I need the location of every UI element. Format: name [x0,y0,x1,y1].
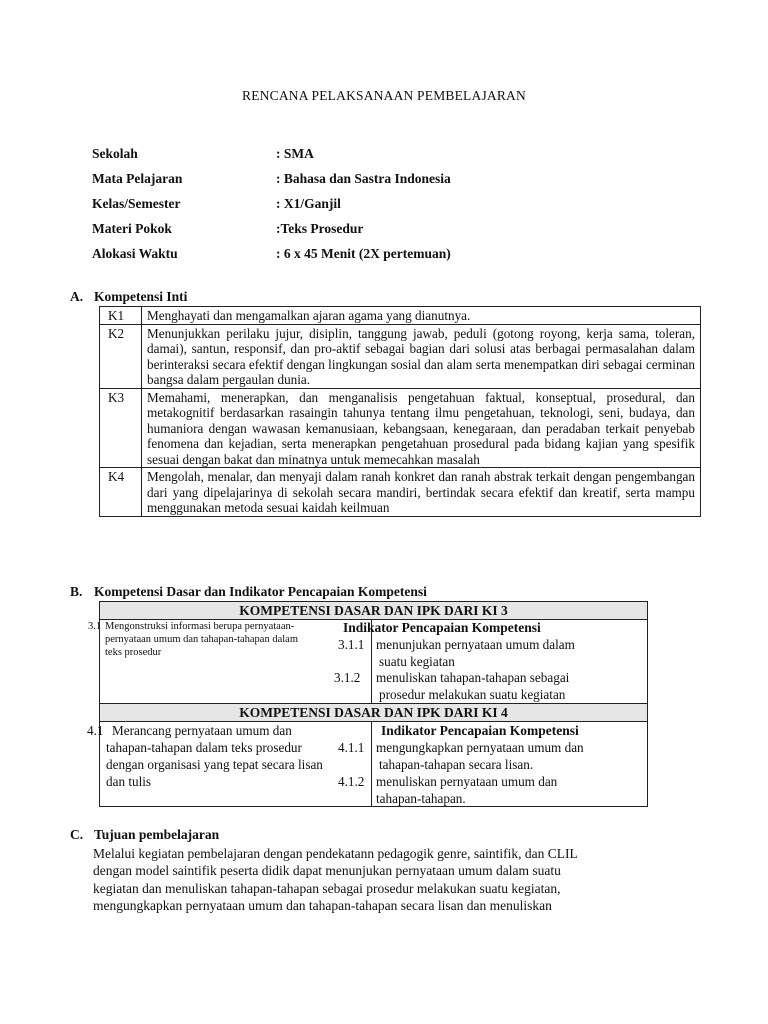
section-number: B. [70,584,83,599]
document-title: RENCANA PELAKSANAAN PEMBELAJARAN [242,88,526,103]
ipk-number: 4.1.2 [338,774,365,789]
column-divider [371,721,372,806]
kd-text-line: Mengonstruksi informasi berupa pernyataan- [105,621,295,632]
table-row [100,468,701,517]
identity-value: : Bahasa dan Sastra Indonesia [276,171,451,186]
section-number: C. [70,827,84,842]
section-number: A. [70,289,84,304]
kd-text-line: dan tulis [106,774,152,789]
section-b-heading [70,584,427,600]
ipk-number: 3.1.1 [338,637,365,652]
identity-label: Kelas/Semester [92,196,181,211]
kompetensi-inti-table [99,306,701,517]
ipk-text-line: prosedur melakukan suatu kegiatan [379,687,566,702]
ipk-text-line: menuliskan pernyataan umum dan [376,774,558,789]
identity-value: : 6 x 45 Menit (2X pertemuan) [276,246,451,261]
ipk-text-line: menuliskan tahapan-tahapan sebagai [376,670,570,685]
kd-text-line: pernyataan umum dan tahapan-tahapan dalam [105,634,298,645]
paragraph-line: dengan model saintifik peserta didik dapat menunjukan pernyataan umum dalam suatu [93,863,561,879]
kd-number: 4.1 [87,723,104,738]
table-row [100,324,701,388]
ki-code: K1 [100,307,142,325]
table-row [100,388,701,468]
section-title: Kompetensi Inti [94,289,188,304]
ipk-text-line: suatu kegiatan [379,654,455,669]
ki-code: K3 [100,388,142,468]
objective-paragraph [93,845,653,914]
identity-label: Sekolah [92,146,138,161]
ipk-title: Indikator Pencapaian Kompetensi [343,620,541,635]
paragraph-line: kegiatan dan menuliskan tahapan-tahapan sebagai prosedur melakukan suatu kegiatan, [93,880,561,896]
ki-description: Mengolah, menalar, dan menyaji dalam ranah konkret dan ranah abstrak terkait dengan pengembangan dari yang dipelajarinya di sekolah secara mandiri, bertindak secara efektif dan kreatif, serta mampu menggunakan metoda sesuai kaidah keilmuan [142,468,701,517]
section-a-heading [70,289,187,305]
ki4-table-header: KOMPETENSI DASAR DAN IPK DARI KI 4 [99,703,648,722]
kd-text-line: Merancang pernyataan umum dan [112,723,292,738]
ipk-text-line: mengungkapkan pernyataan umum dan [376,740,584,755]
ipk-number: 4.1.1 [338,740,365,755]
identity-label: Materi Pokok [92,221,172,236]
ki-description: Menunjukkan perilaku jujur, disiplin, tanggung jawab, peduli (gotong royong, kerja sama, toleran, damai), santun, responsif, dan pro-aktif sebagai bagian dari solusi atas berbagai permasalahan dalam berinteraksi secara efektif dengan lingkungan sosial dan alam serta menempatkan diri sebagai cerminan bangsa dalam pergaulan dunia. [142,324,701,388]
ki-code: K2 [100,324,142,388]
section-title: Kompetensi Dasar dan Indikator Pencapaian Kompetensi [94,584,427,599]
ki3-table-header: KOMPETENSI DASAR DAN IPK DARI KI 3 [99,601,648,620]
kd-number: 3.1 [88,621,102,632]
ipk-text-line: tahapan-tahapan secara lisan. [379,757,534,772]
section-title: Tujuan pembelajaran [94,827,220,842]
identity-value: : SMA [276,146,314,161]
identity-value: : X1/Ganjil [276,196,341,211]
section-c-heading [70,827,219,843]
ki-description: Menghayati dan mengamalkan ajaran agama yang dianutnya. [142,307,701,325]
kd-text-line: tahapan-tahapan dalam teks prosedur [106,740,302,755]
ipk-title: Indikator Pencapaian Kompetensi [381,723,579,738]
ipk-number: 3.1.2 [334,670,361,685]
kd-text-line: teks prosedur [105,647,162,658]
identity-value: :Teks Prosedur [276,221,364,236]
identity-label: Mata Pelajaran [92,171,183,186]
ipk-text-line: menunjukan pernyataan umum dalam [376,637,575,652]
identity-label: Alokasi Waktu [92,246,178,261]
paragraph-line: mengungkapkan pernyataan umum dan tahapan-tahapan secara lisan dan menuliskan [93,897,552,913]
ki-description: Memahami, menerapkan, dan menganalisis pengetahuan faktual, konseptual, prosedural, dan metakognitif berdasarkan rasaingin tahunya tentang ilmu pengetahuan, teknologi, seni, budaya, dan humaniora dengan wawasan kemanusiaan, kebangsaan, kenegaraan, dan peradaban terkait penyebab fenomena dan kejadian, serta menerapkan pengetahuan prosedural pada bidang kajian yang spesifik sesuai dengan bakat dan minatnya untuk memecahkan masalah [142,388,701,468]
ki-code: K4 [100,468,142,517]
kd-text-line: dengan organisasi yang tepat secara lisan [106,757,323,772]
ipk-text-line: tahapan-tahapan. [376,791,466,806]
paragraph-line: Melalui kegiatan pembelajaran dengan pendekatann pedagogik genre, saintifik, dan CLIL [93,846,578,861]
table-row [100,307,701,325]
